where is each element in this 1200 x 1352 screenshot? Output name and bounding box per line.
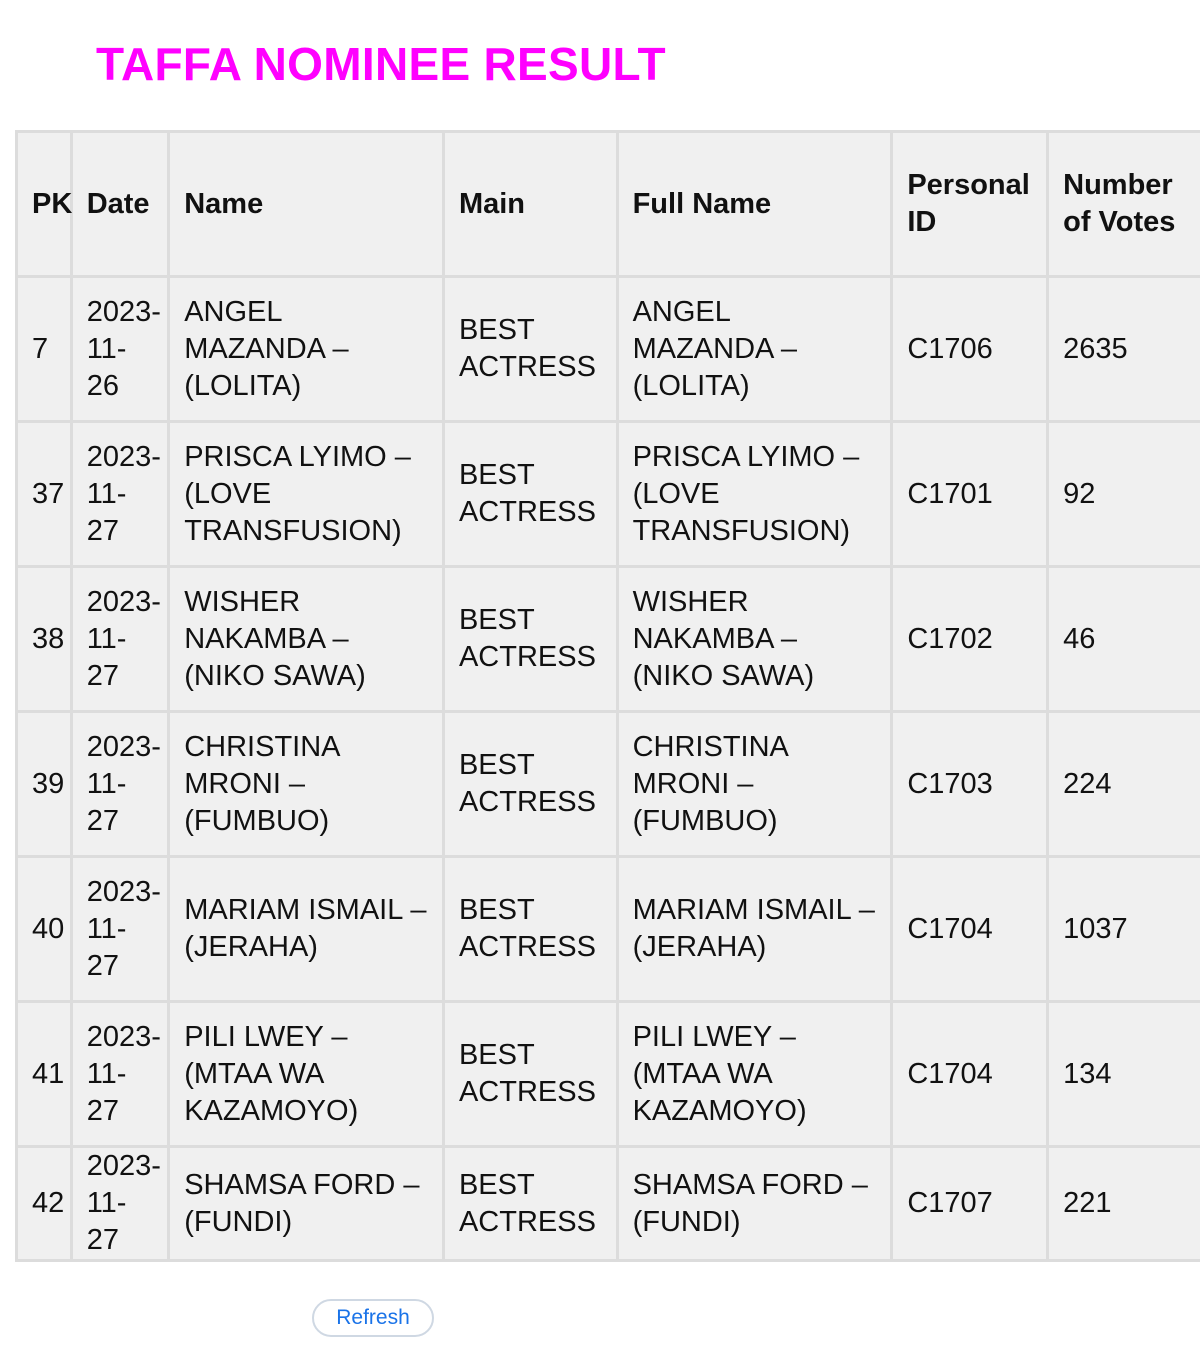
cell-full-name: MARIAM ISMAIL – (JERAHA) [619,858,894,1003]
cell-name: WISHER NAKAMBA – (NIKO SAWA) [170,568,445,713]
table-row [18,1148,1200,1262]
cell-personal-id: C1706 [893,278,1049,423]
cell-name: ANGEL MAZANDA – (LOLITA) [170,278,445,423]
cell-votes: 134 [1049,1003,1200,1148]
cell-votes: 224 [1049,713,1200,858]
cell-full-name: ANGEL MAZANDA – (LOLITA) [619,278,894,423]
cell-personal-id: C1707 [893,1148,1049,1262]
table-row [18,713,1200,858]
cell-name: PILI LWEY – (MTAA WA KAZAMOYO) [170,1003,445,1148]
header-main: Main [445,133,619,278]
refresh-button[interactable]: Refresh [312,1299,434,1337]
cell-name: MARIAM ISMAIL – (JERAHA) [170,858,445,1003]
cell-votes: 92 [1049,423,1200,568]
table-header-row [18,133,1200,278]
cell-name: PRISCA LYIMO – (LOVE TRANSFUSION) [170,423,445,568]
cell-votes: 46 [1049,568,1200,713]
cell-full-name: WISHER NAKAMBA – (NIKO SAWA) [619,568,894,713]
cell-votes: 2635 [1049,278,1200,423]
header-full-name: Full Name [619,133,894,278]
results-table [15,130,1200,1262]
table-row [18,278,1200,423]
cell-date: 2023-11-27 [73,858,171,1003]
cell-date: 2023-11-27 [73,713,171,858]
header-name: Name [170,133,445,278]
cell-main: BEST ACTRESS [445,1003,619,1148]
table-row [18,858,1200,1003]
header-personal-id: Personal ID [893,133,1049,278]
cell-full-name: SHAMSA FORD – (FUNDI) [619,1148,894,1262]
table-row [18,1003,1200,1148]
cell-date: 2023-11-27 [73,1003,171,1148]
cell-pk: 7 [18,278,73,423]
cell-pk: 39 [18,713,73,858]
cell-votes: 1037 [1049,858,1200,1003]
cell-date: 2023-11-26 [73,278,171,423]
cell-pk: 37 [18,423,73,568]
cell-name: CHRISTINA MRONI – (FUMBUO) [170,713,445,858]
table-row [18,568,1200,713]
cell-pk: 42 [18,1148,73,1262]
cell-pk: 40 [18,858,73,1003]
cell-main: BEST ACTRESS [445,858,619,1003]
cell-full-name: PRISCA LYIMO – (LOVE TRANSFUSION) [619,423,894,568]
cell-main: BEST ACTRESS [445,423,619,568]
cell-date: 2023-11-27 [73,568,171,713]
cell-full-name: PILI LWEY – (MTAA WA KAZAMOYO) [619,1003,894,1148]
cell-main: BEST ACTRESS [445,1148,619,1262]
header-date: Date [73,133,171,278]
cell-pk: 41 [18,1003,73,1148]
cell-date: 2023-11-27 [73,423,171,568]
header-pk: PK [18,133,73,278]
page-title: TAFFA NOMINEE RESULT [96,38,666,90]
cell-name: SHAMSA FORD – (FUNDI) [170,1148,445,1262]
cell-main: BEST ACTRESS [445,713,619,858]
cell-personal-id: C1704 [893,858,1049,1003]
cell-full-name: CHRISTINA MRONI – (FUMBUO) [619,713,894,858]
cell-personal-id: C1703 [893,713,1049,858]
cell-pk: 38 [18,568,73,713]
cell-date: 2023-11-27 [73,1148,171,1262]
cell-personal-id: C1704 [893,1003,1049,1148]
cell-votes: 221 [1049,1148,1200,1262]
cell-main: BEST ACTRESS [445,278,619,423]
cell-personal-id: C1702 [893,568,1049,713]
table-row [18,423,1200,568]
cell-personal-id: C1701 [893,423,1049,568]
header-votes: Number of Votes [1049,133,1200,278]
cell-main: BEST ACTRESS [445,568,619,713]
